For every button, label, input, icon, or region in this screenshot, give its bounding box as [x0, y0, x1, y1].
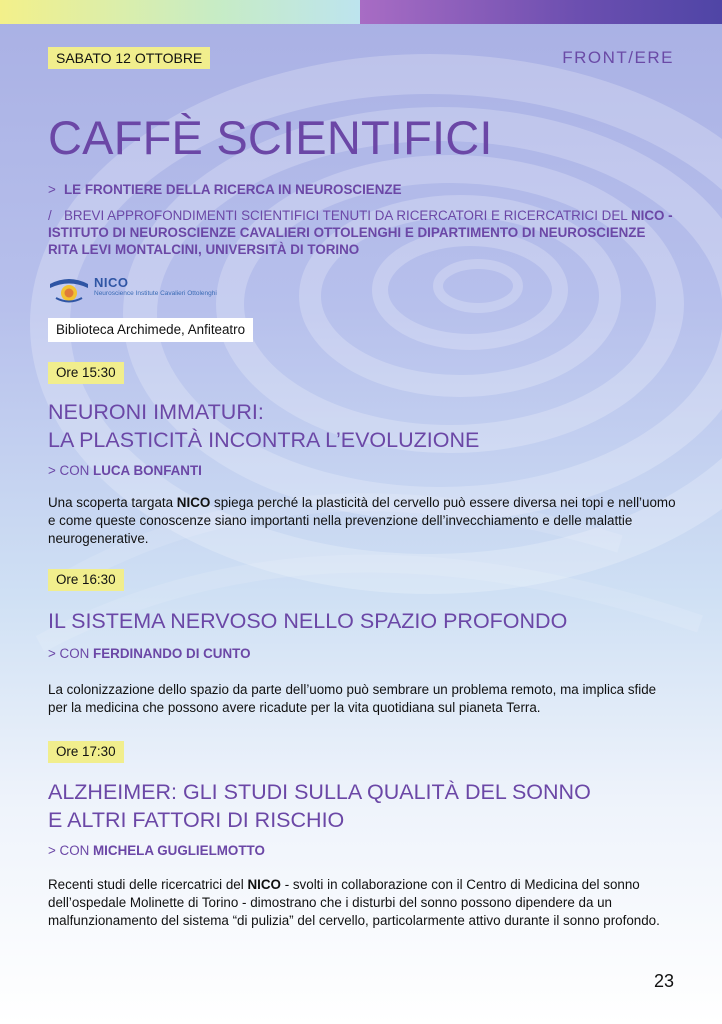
subtitle-frontiers-text: LE FRONTIERE DELLA RICERCA IN NEUROSCIENZE	[64, 182, 402, 197]
page-number: 23	[653, 971, 674, 991]
talk-1-title-line1: NEURONI IMMATURI:	[48, 400, 264, 424]
talk-3-title-line2: E ALTRI FATTORI DI RISCHIO	[48, 808, 345, 832]
talk-2-speaker-prefix: > CON	[48, 646, 90, 661]
nico-logo-tagline: Neuroscience Institute Cavalieri Ottolenghi	[94, 290, 217, 297]
slash-icon: /	[48, 208, 52, 223]
subtitle-description-plain: BREVI APPROFONDIMENTI SCIENTIFICI TENUTI DA RICERCATORI E RICERCATRICI DEL	[64, 208, 628, 223]
talk-2-speaker-name: FERDINANDO DI CUNTO	[93, 646, 251, 661]
venue-label: Biblioteca Archimede, Anfiteatro	[48, 318, 253, 342]
talk-2-title	[48, 607, 567, 635]
nico-logo-icon	[48, 274, 90, 304]
talk-3-time: Ore 17:30	[48, 741, 124, 763]
talk-1-time: Ore 15:30	[48, 362, 124, 384]
talk-3-speaker	[48, 843, 265, 858]
top-color-bar	[0, 0, 722, 24]
talk-3-desc-part1: Recenti studi delle ricercatrici del	[48, 877, 244, 892]
talk-1-speaker-name: LUCA BONFANTI	[93, 463, 202, 478]
date-tag: SABATO 12 OTTOBRE	[48, 47, 210, 69]
subtitle-description-bold: NICO - ISTITUTO DI NEUROSCIENZE CAVALIERI OTTOLENGHI E DIPARTIMENTO DI NEUROSCIENZE RITA LEVI MONTALCINI, UNIVERSITÀ DI TORINO	[48, 208, 673, 257]
talk-1-speaker-prefix: > CON	[48, 463, 90, 478]
talk-1-title-line2: LA PLASTICITÀ INCONTRA L’EVOLUZIONE	[48, 428, 480, 452]
talk-2-time: Ore 16:30	[48, 569, 124, 591]
talk-3-description	[48, 876, 678, 930]
subtitle-frontiers	[48, 181, 678, 198]
talk-1-desc-part1: Una scoperta targata	[48, 495, 174, 510]
talk-1-title	[48, 398, 479, 454]
talk-3-speaker-prefix: > CON	[48, 843, 90, 858]
nico-logo-name: NICO	[94, 275, 129, 290]
subtitle-description	[48, 207, 678, 258]
nico-logo	[48, 272, 238, 306]
page-title: CAFFÈ SCIENTIFICI	[48, 111, 493, 164]
talk-1-desc-part2: spiega perché la plasticità del cervello può essere diversa nei topi e nell’uomo e come queste conoscenze siano importanti nella prevenzione dell’invecchiamento e delle malattie neurogenerative.	[48, 495, 676, 546]
chevron-right-icon: >	[48, 182, 56, 197]
talk-2-description: La colonizzazione dello spazio da parte dell’uomo può sembrare un problema remoto, ma implica sfide per la medicina che possono avere ricadute per la vita quotidiana sul pianeta Terra.	[48, 682, 657, 715]
talk-3-desc-part2: - svolti in collaborazione con il Centro di Medicina del sonno dell’ospedale Molinette di Torino - dimostrano che i disturbi del sonno possono dipendere da un malfunzionamento del sistema “di pulizia” del cervello, particolarmente attivo durante il sonno profondo.	[48, 877, 660, 928]
talk-3-title-line1: ALZHEIMER: GLI STUDI SULLA QUALITÀ DEL SONNO	[48, 780, 591, 804]
talk-2-title-line1: IL SISTEMA NERVOSO NELLO SPAZIO PROFONDO	[48, 609, 568, 633]
festival-brand: FRONT/ERE	[562, 48, 674, 67]
talk-3-desc-bold: NICO	[247, 877, 281, 892]
talk-2-speaker	[48, 646, 251, 661]
top-bar-left	[0, 0, 360, 24]
talk-3-speaker-name: MICHELA GUGLIELMOTTO	[93, 843, 265, 858]
talk-1-description	[48, 494, 678, 548]
talk-1-speaker	[48, 463, 202, 478]
top-bar-right	[360, 0, 722, 24]
talk-3-title	[48, 778, 591, 834]
talk-1-desc-bold: NICO	[176, 495, 211, 510]
